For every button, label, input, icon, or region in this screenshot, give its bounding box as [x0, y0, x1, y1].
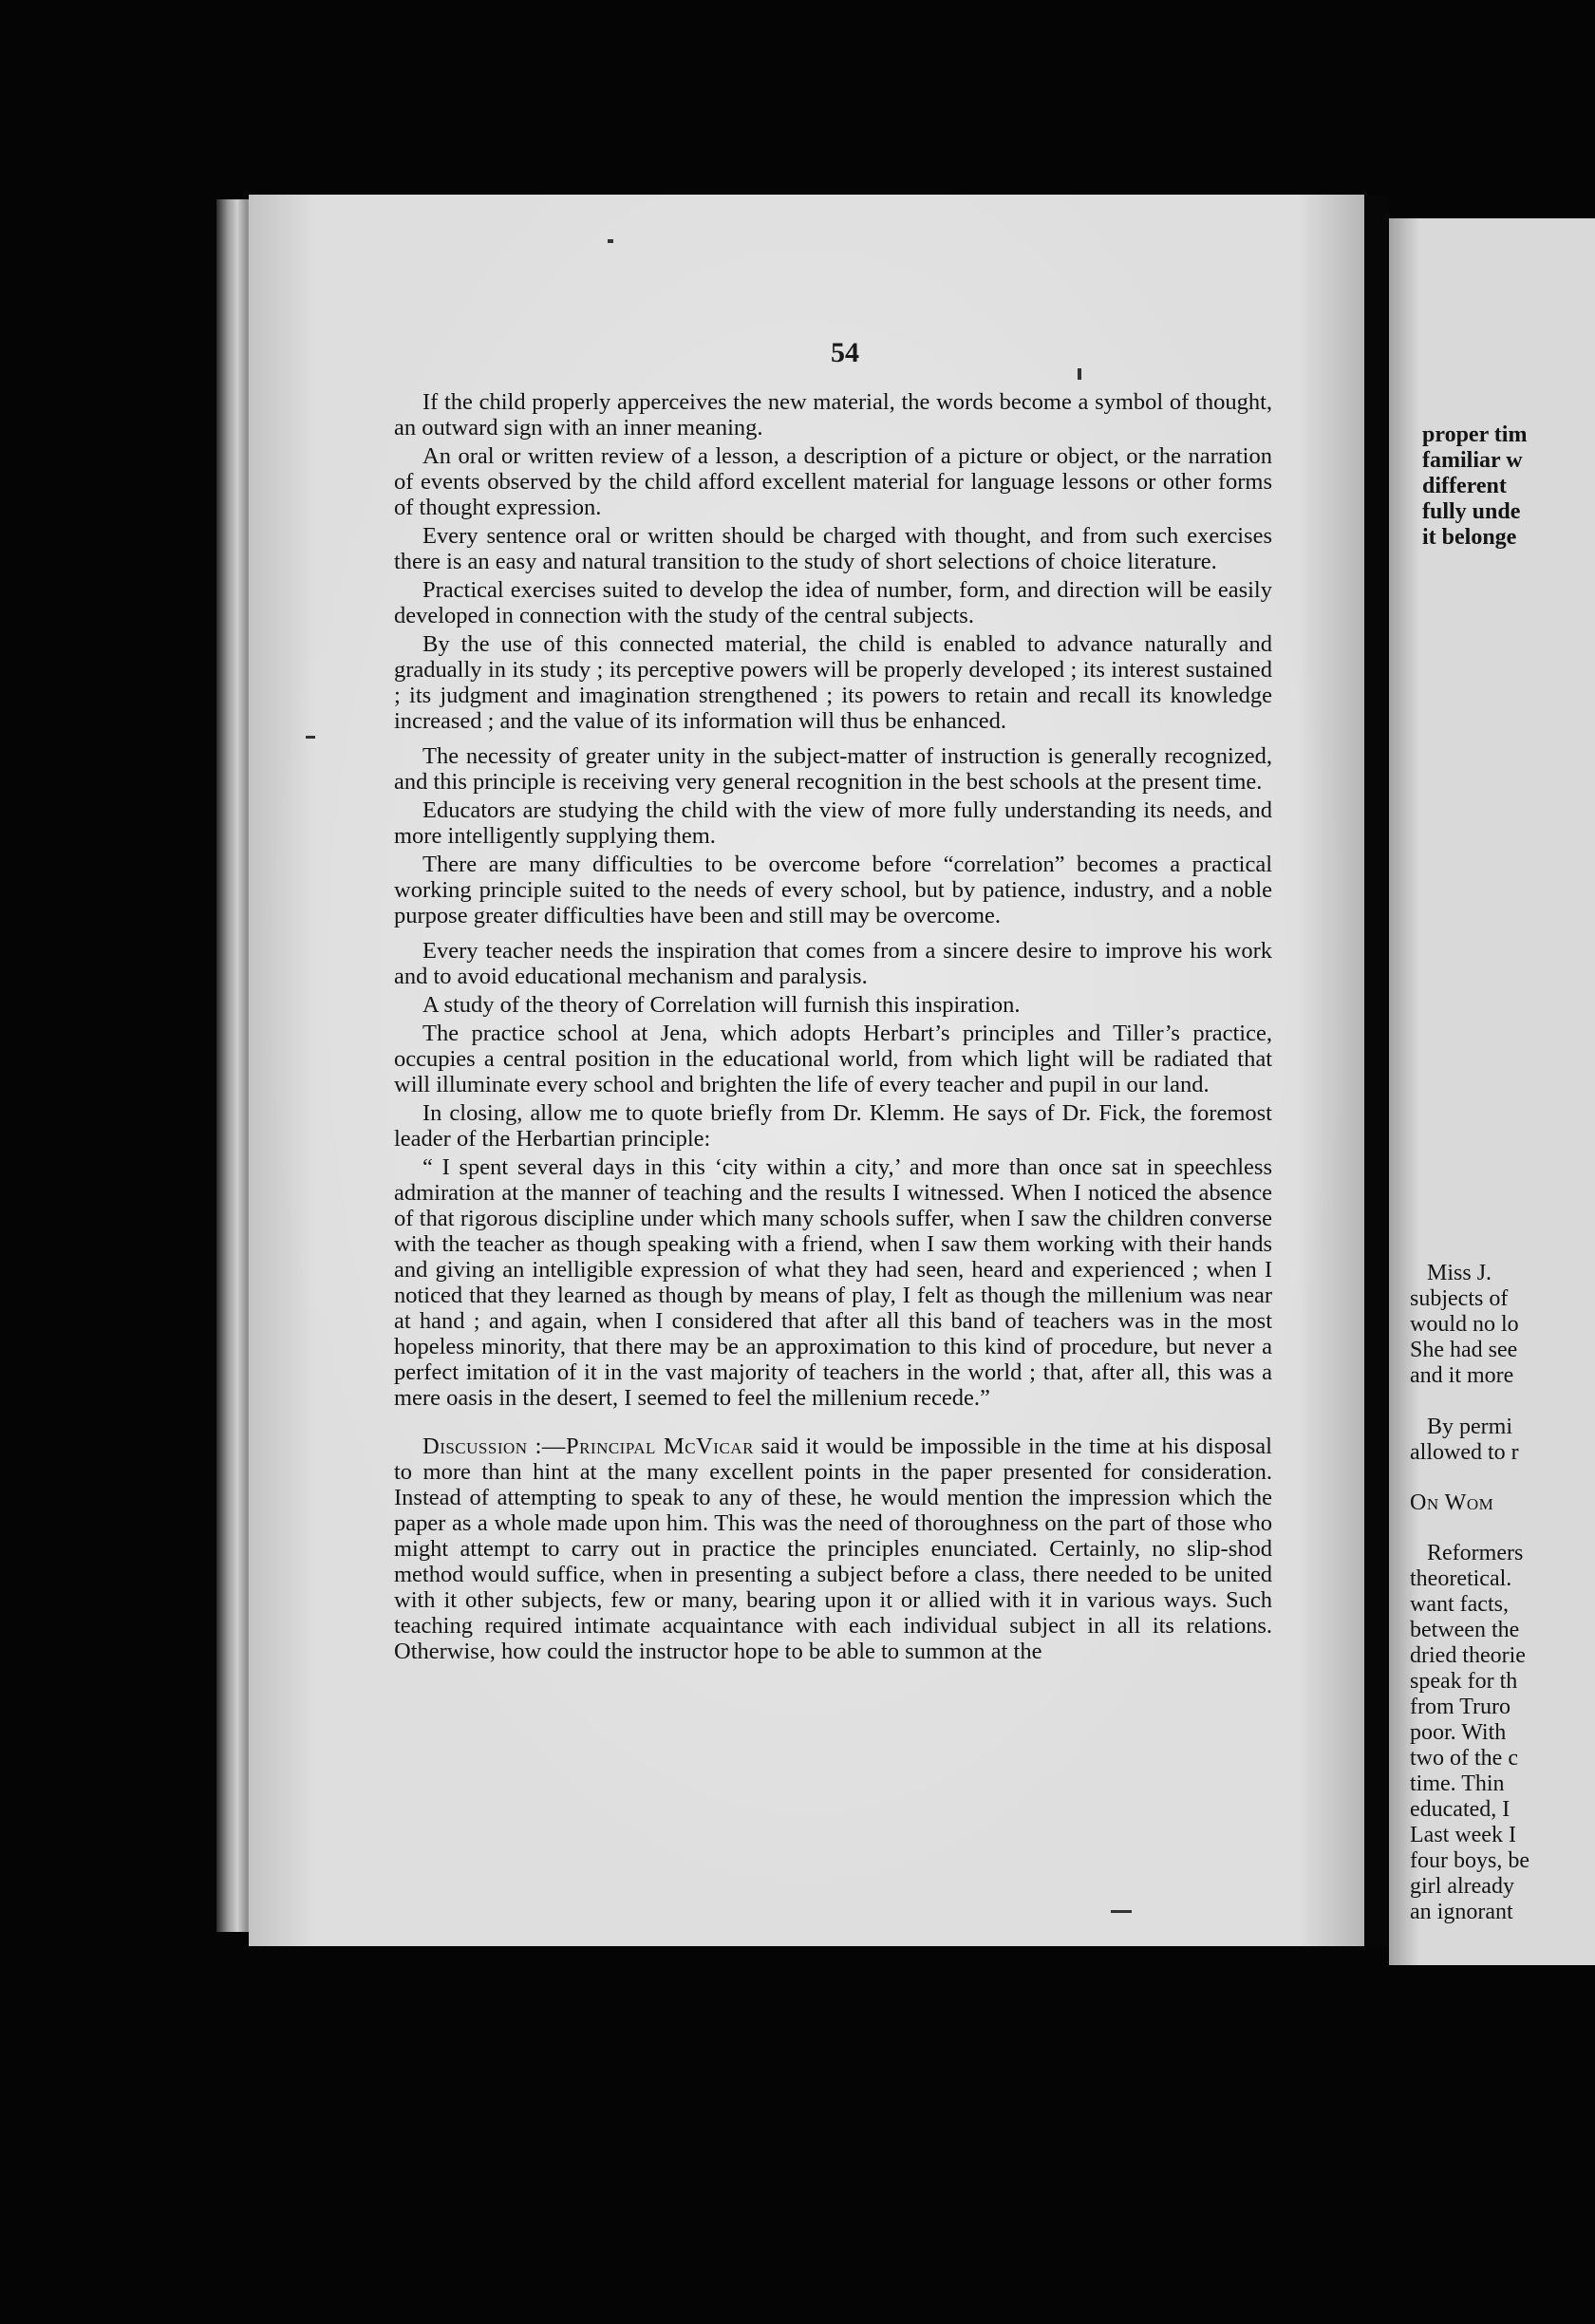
facing-line: allowed to r: [1410, 1440, 1519, 1465]
facing-line: Miss J.: [1427, 1261, 1492, 1285]
scan-speck: [306, 736, 315, 739]
facing-line: dried theorie: [1410, 1643, 1526, 1668]
facing-line: She had see: [1410, 1338, 1518, 1362]
paragraph: If the child properly apperceives the new material, the words become a symbol of thought, an outward sign with an inner meaning.: [394, 389, 1272, 440]
facing-line: two of the c: [1410, 1746, 1518, 1771]
page-body-text: [394, 389, 1272, 1667]
paragraph: There are many difficulties to be overcome before “correlation” becomes a practical working principle suited to the needs of every school, but by patience, industry, and a noble purpose greater difficulties have been and still may be overcome.: [394, 852, 1272, 928]
facing-line: it belonge: [1422, 525, 1517, 550]
discussion-label: Discussion :—: [422, 1434, 566, 1459]
facing-line: an ignorant: [1410, 1900, 1513, 1924]
facing-line: On Wom: [1410, 1490, 1494, 1515]
facing-line: time. Thin: [1410, 1771, 1505, 1796]
page-number: 54: [831, 337, 859, 368]
facing-line: subjects of: [1410, 1286, 1509, 1311]
paragraph: In closing, allow me to quote briefly from Dr. Klemm. He says of Dr. Fick, the foremost leader of the Herbartian principle:: [394, 1100, 1272, 1152]
book-gutter: [1364, 195, 1389, 1946]
paragraph: By the use of this connected material, the child is enabled to advance naturally and gradually in its study ; its perceptive powers will be properly developed ; its interest sustained ; its judgment and imagination strengthened ; its powers to retain and recall its knowledge increased ; and the value of its information will thus be enhanced.: [394, 631, 1272, 734]
paragraph: The practice school at Jena, which adopts Herbart’s principles and Tiller’s practice, occupies a central position in the educational world, from which light will be radiated that will illuminate every school and brighten the life of every teacher and pupil in our land.: [394, 1021, 1272, 1097]
facing-line: from Truro: [1410, 1695, 1511, 1719]
facing-line: four boys, be: [1410, 1848, 1529, 1873]
facing-line: and it more: [1410, 1363, 1514, 1388]
facing-line: theoretical.: [1410, 1566, 1512, 1591]
facing-line: poor. With: [1410, 1720, 1507, 1745]
discussion-text: said it would be impossible in the time at his disposal to more than hint at the many excellent points in the paper presented for consideration. Instead of attempting to speak to any of these, he would mention the impression which the paper as a whole made upon him. This was the need of thoroughness on the part of those who might attempt to carry out in practice the principles enunciated. Certainly, no slip-shod method would suffice, when in presenting a subject before a class, there needed to be united with it other subjects, few or many, bearing upon it or allied with it in various ways. Such teaching required intimate acquaintance with each individual subject in all its relations. Otherwise, how could the instructor hope to be able to summon at the: [394, 1434, 1272, 1664]
paragraph: An oral or written review of a lesson, a description of a picture or object, or the narration of events observed by the child afford excellent material for language lessons or other forms of thought expression.: [394, 443, 1272, 520]
facing-line: different: [1422, 474, 1507, 498]
facing-line: Reformers: [1427, 1541, 1524, 1565]
facing-line: educated, I: [1410, 1797, 1511, 1822]
discussion-speaker: Principal McVicar: [565, 1434, 754, 1459]
paragraph: A study of the theory of Correlation will furnish this inspiration.: [422, 992, 1021, 1018]
paragraph: Practical exercises suited to develop the idea of number, form, and direction will be easily developed in connection with the study of the central subjects.: [394, 577, 1272, 628]
facing-line: would no lo: [1410, 1312, 1519, 1337]
scan-speck: [608, 239, 613, 243]
facing-line: girl already: [1410, 1874, 1514, 1899]
facing-line: Last week I: [1410, 1823, 1516, 1847]
facing-line: want facts,: [1410, 1592, 1509, 1617]
facing-line: fully unde: [1422, 499, 1521, 524]
facing-line: By permi: [1427, 1415, 1512, 1439]
facing-line: proper tim: [1422, 422, 1528, 447]
facing-line: speak for th: [1410, 1669, 1518, 1694]
quotation-paragraph: “ I spent several days in this ‘city within a city,’ and more than once sat in speechless admiration at the manner of teaching and the results I witnessed. When I noticed the absence of that rigorous discipline under which many schools suffer, when I saw the children converse with the teacher as though speaking with a friend, when I saw them working with their hands and giving an intelligible expression of what they had seen, heard and experienced ; when I noticed that they learned as though by means of play, I felt as though the millenium was near at hand ; and again, when I considered that after all this band of teachers was in the most hopeless minority, that there may be an approximation to this kind of procedure, but never a perfect imitation of it in the vast majority of teachers in the world ; that, after all, this was a mere oasis in the desert, I seemed to feel the millenium recede.”: [394, 1154, 1272, 1411]
paragraph: Every sentence oral or written should be charged with thought, and from such exercises there is an easy and natural transition to the study of short selections of choice literature.: [394, 523, 1272, 574]
facing-line: familiar w: [1422, 448, 1523, 473]
paragraph: Educators are studying the child with the view of more fully understanding its needs, and more intelligently supplying them.: [394, 797, 1272, 849]
paragraph: The necessity of greater unity in the subject-matter of instruction is generally recognized, and this principle is receiving very general recognition in the best schools at the present time.: [394, 743, 1272, 795]
discussion-paragraph: [394, 1434, 1272, 1664]
paragraph: Every teacher needs the inspiration that comes from a sincere desire to improve his work and to avoid educational mechanism and paralysis.: [394, 938, 1272, 989]
book-page-right-partial: [1389, 218, 1595, 1965]
scan-speck: [1111, 1910, 1132, 1913]
scan-speck: [1078, 368, 1081, 380]
facing-line: between the: [1410, 1618, 1520, 1642]
